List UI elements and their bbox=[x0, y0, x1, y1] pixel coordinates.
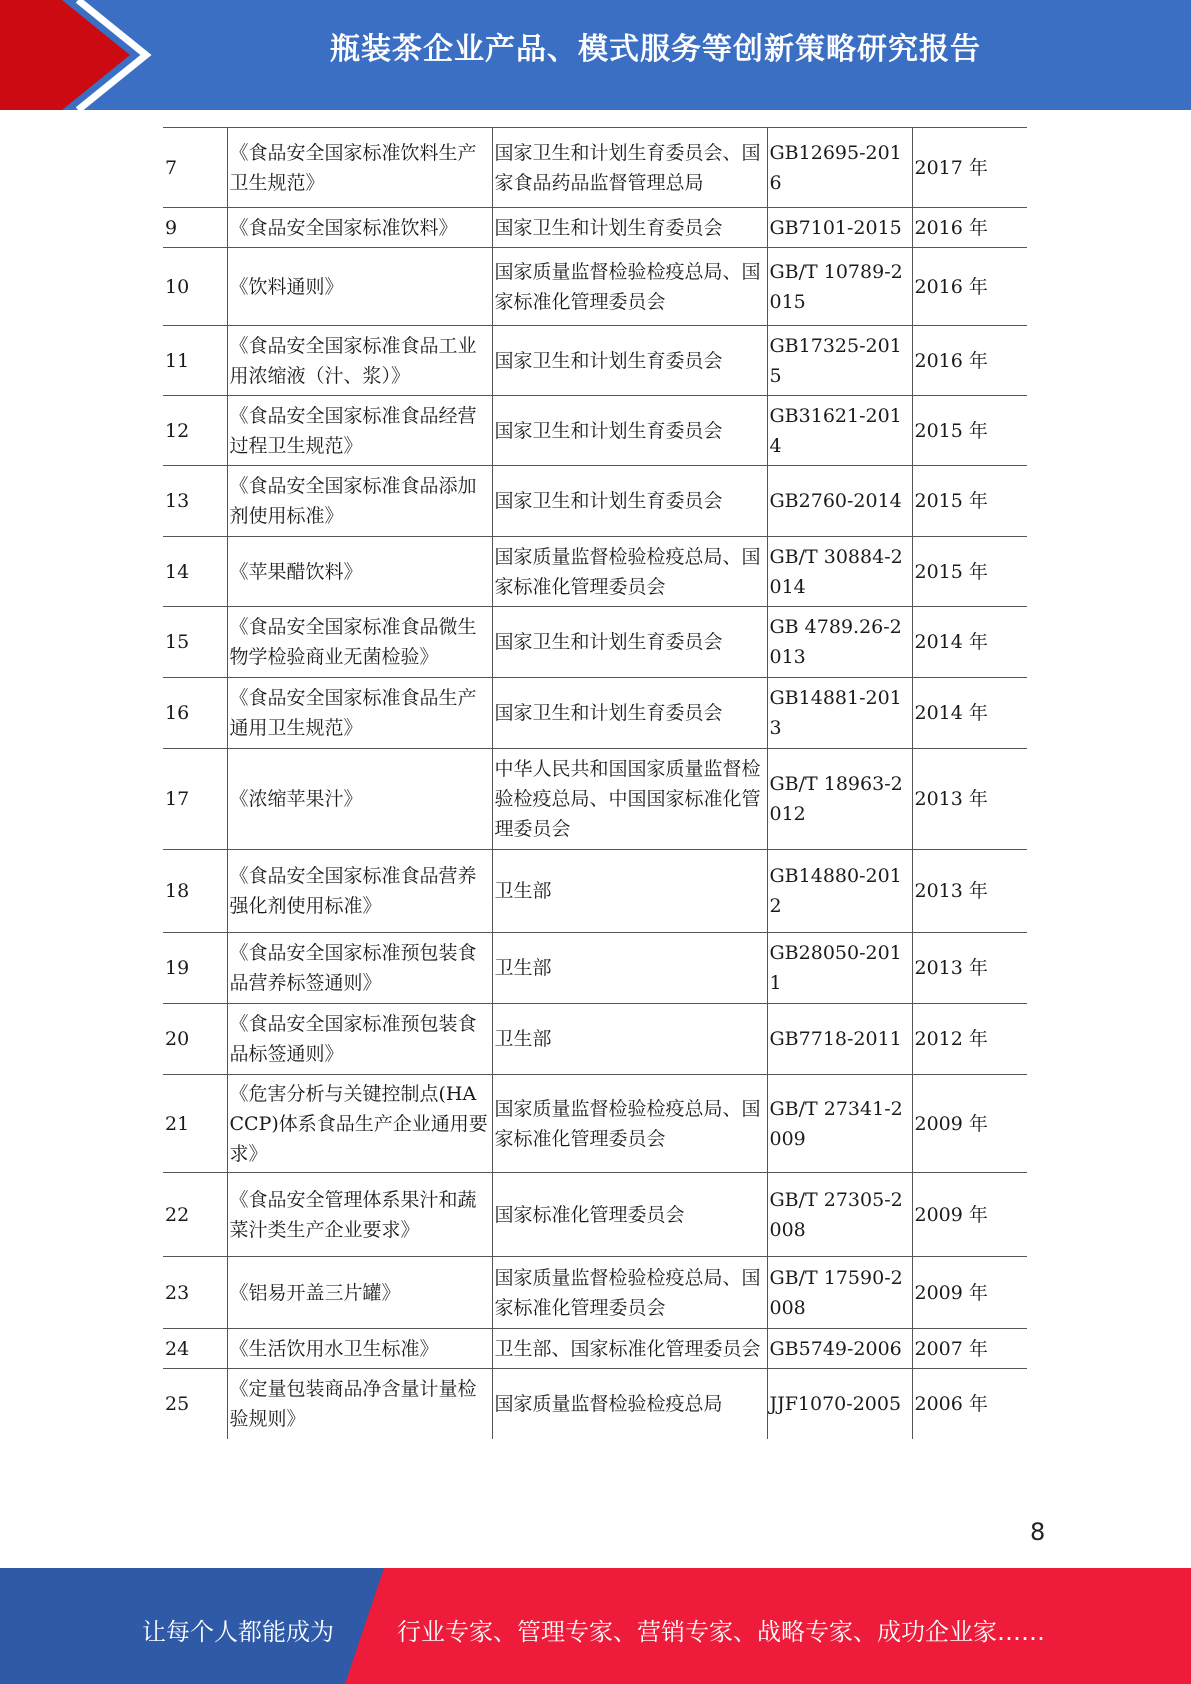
table-row bbox=[163, 208, 1027, 248]
effective-year: 2009 年 bbox=[912, 1257, 1027, 1329]
effective-year: 2013 年 bbox=[912, 749, 1027, 850]
standard-name: 《饮料通则》 bbox=[227, 248, 492, 326]
page-number: 8 bbox=[1030, 1518, 1046, 1546]
standard-name: 《定量包装商品净含量计量检验规则》 bbox=[227, 1369, 492, 1439]
issuing-authority: 国家卫生和计划生育委员会 bbox=[492, 466, 767, 537]
table-row bbox=[163, 850, 1027, 933]
table-row bbox=[163, 1369, 1027, 1439]
standard-code: GB12695-2016 bbox=[767, 128, 912, 208]
table-row bbox=[163, 678, 1027, 749]
standard-name: 《食品安全国家标准预包装食品标签通则》 bbox=[227, 1004, 492, 1075]
row-number: 17 bbox=[163, 749, 227, 850]
standard-name: 《苹果醋饮料》 bbox=[227, 537, 492, 607]
standard-name: 《食品安全国家标准食品微生物学检验商业无菌检验》 bbox=[227, 607, 492, 678]
effective-year: 2015 年 bbox=[912, 396, 1027, 466]
effective-year: 2006 年 bbox=[912, 1369, 1027, 1439]
standard-code: GB/T 27341-2009 bbox=[767, 1075, 912, 1173]
effective-year: 2016 年 bbox=[912, 248, 1027, 326]
table-row bbox=[163, 1075, 1027, 1173]
row-number: 25 bbox=[163, 1369, 227, 1439]
row-number: 9 bbox=[163, 208, 227, 248]
standard-name: 《食品安全国家标准饮料生产卫生规范》 bbox=[227, 128, 492, 208]
standard-code: GB17325-2015 bbox=[767, 326, 912, 396]
standard-name: 《食品安全国家标准食品工业用浓缩液（汁、浆）》 bbox=[227, 326, 492, 396]
table-row bbox=[163, 607, 1027, 678]
standard-name: 《生活饮用水卫生标准》 bbox=[227, 1329, 492, 1369]
table-row bbox=[163, 128, 1027, 208]
table-row bbox=[163, 466, 1027, 537]
page-header bbox=[0, 0, 1191, 110]
table-row bbox=[163, 248, 1027, 326]
effective-year: 2009 年 bbox=[912, 1173, 1027, 1257]
standard-name: 《食品安全管理体系果汁和蔬菜汁类生产企业要求》 bbox=[227, 1173, 492, 1257]
effective-year: 2012 年 bbox=[912, 1004, 1027, 1075]
standard-name: 《食品安全国家标准食品添加剂使用标准》 bbox=[227, 466, 492, 537]
table-row bbox=[163, 1173, 1027, 1257]
standard-code: GB/T 18963-2012 bbox=[767, 749, 912, 850]
standard-code: GB5749-2006 bbox=[767, 1329, 912, 1369]
standard-code: GB28050-2011 bbox=[767, 933, 912, 1004]
row-number: 12 bbox=[163, 396, 227, 466]
standard-code: GB14881-2013 bbox=[767, 678, 912, 749]
standard-code: GB14880-2012 bbox=[767, 850, 912, 933]
row-number: 15 bbox=[163, 607, 227, 678]
issuing-authority: 国家质量监督检验检疫总局、国家标准化管理委员会 bbox=[492, 248, 767, 326]
table-row bbox=[163, 933, 1027, 1004]
standard-code: GB 4789.26-2013 bbox=[767, 607, 912, 678]
table-row bbox=[163, 749, 1027, 850]
report-title: 瓶装茶企业产品、模式服务等创新策略研究报告 bbox=[330, 32, 981, 67]
standard-code: GB/T 17590-2008 bbox=[767, 1257, 912, 1329]
standard-code: GB/T 10789-2015 bbox=[767, 248, 912, 326]
row-number: 10 bbox=[163, 248, 227, 326]
footer-slogan-right: 行业专家、管理专家、营销专家、战略专家、成功企业家…… bbox=[397, 1618, 1045, 1646]
effective-year: 2007 年 bbox=[912, 1329, 1027, 1369]
standard-name: 《危害分析与关键控制点(HACCP)体系食品生产企业通用要求》 bbox=[227, 1075, 492, 1173]
issuing-authority: 卫生部 bbox=[492, 850, 767, 933]
standard-code: GB2760-2014 bbox=[767, 466, 912, 537]
issuing-authority: 国家质量监督检验检疫总局 bbox=[492, 1369, 767, 1439]
row-number: 21 bbox=[163, 1075, 227, 1173]
standard-code: GB7718-2011 bbox=[767, 1004, 912, 1075]
effective-year: 2009 年 bbox=[912, 1075, 1027, 1173]
issuing-authority: 卫生部 bbox=[492, 933, 767, 1004]
row-number: 22 bbox=[163, 1173, 227, 1257]
issuing-authority: 国家标准化管理委员会 bbox=[492, 1173, 767, 1257]
standard-name: 《浓缩苹果汁》 bbox=[227, 749, 492, 850]
standard-code: GB7101-2015 bbox=[767, 208, 912, 248]
issuing-authority: 卫生部、国家标准化管理委员会 bbox=[492, 1329, 767, 1369]
row-number: 24 bbox=[163, 1329, 227, 1369]
table-row bbox=[163, 1257, 1027, 1329]
issuing-authority: 国家卫生和计划生育委员会 bbox=[492, 607, 767, 678]
standard-name: 《食品安全国家标准食品生产通用卫生规范》 bbox=[227, 678, 492, 749]
issuing-authority: 国家卫生和计划生育委员会 bbox=[492, 678, 767, 749]
standard-code: GB/T 30884-2014 bbox=[767, 537, 912, 607]
footer-slogan-left: 让每个人都能成为 bbox=[142, 1618, 334, 1646]
effective-year: 2016 年 bbox=[912, 208, 1027, 248]
effective-year: 2015 年 bbox=[912, 537, 1027, 607]
issuing-authority: 国家卫生和计划生育委员会、国家食品药品监督管理总局 bbox=[492, 128, 767, 208]
row-number: 11 bbox=[163, 326, 227, 396]
effective-year: 2013 年 bbox=[912, 933, 1027, 1004]
effective-year: 2016 年 bbox=[912, 326, 1027, 396]
effective-year: 2014 年 bbox=[912, 678, 1027, 749]
issuing-authority: 国家卫生和计划生育委员会 bbox=[492, 208, 767, 248]
standard-code: JJF1070-2005 bbox=[767, 1369, 912, 1439]
row-number: 18 bbox=[163, 850, 227, 933]
table-row bbox=[163, 326, 1027, 396]
row-number: 20 bbox=[163, 1004, 227, 1075]
table-row bbox=[163, 1329, 1027, 1369]
standard-name: 《食品安全国家标准食品经营过程卫生规范》 bbox=[227, 396, 492, 466]
row-number: 7 bbox=[163, 128, 227, 208]
standard-name: 《食品安全国家标准食品营养强化剂使用标准》 bbox=[227, 850, 492, 933]
standard-code: GB31621-2014 bbox=[767, 396, 912, 466]
table-row bbox=[163, 396, 1027, 466]
table-row bbox=[163, 537, 1027, 607]
standard-name: 《食品安全国家标准预包装食品营养标签通则》 bbox=[227, 933, 492, 1004]
row-number: 13 bbox=[163, 466, 227, 537]
issuing-authority: 卫生部 bbox=[492, 1004, 767, 1075]
effective-year: 2013 年 bbox=[912, 850, 1027, 933]
issuing-authority: 国家卫生和计划生育委员会 bbox=[492, 326, 767, 396]
issuing-authority: 中华人民共和国国家质量监督检验检疫总局、中国国家标准化管理委员会 bbox=[492, 749, 767, 850]
standards-table bbox=[163, 127, 1027, 1439]
row-number: 19 bbox=[163, 933, 227, 1004]
standard-name: 《铝易开盖三片罐》 bbox=[227, 1257, 492, 1329]
standard-name: 《食品安全国家标准饮料》 bbox=[227, 208, 492, 248]
effective-year: 2015 年 bbox=[912, 466, 1027, 537]
effective-year: 2014 年 bbox=[912, 607, 1027, 678]
row-number: 14 bbox=[163, 537, 227, 607]
table-row bbox=[163, 1004, 1027, 1075]
effective-year: 2017 年 bbox=[912, 128, 1027, 208]
standard-code: GB/T 27305-2008 bbox=[767, 1173, 912, 1257]
row-number: 16 bbox=[163, 678, 227, 749]
issuing-authority: 国家卫生和计划生育委员会 bbox=[492, 396, 767, 466]
issuing-authority: 国家质量监督检验检疫总局、国家标准化管理委员会 bbox=[492, 1075, 767, 1173]
issuing-authority: 国家质量监督检验检疫总局、国家标准化管理委员会 bbox=[492, 537, 767, 607]
issuing-authority: 国家质量监督检验检疫总局、国家标准化管理委员会 bbox=[492, 1257, 767, 1329]
row-number: 23 bbox=[163, 1257, 227, 1329]
